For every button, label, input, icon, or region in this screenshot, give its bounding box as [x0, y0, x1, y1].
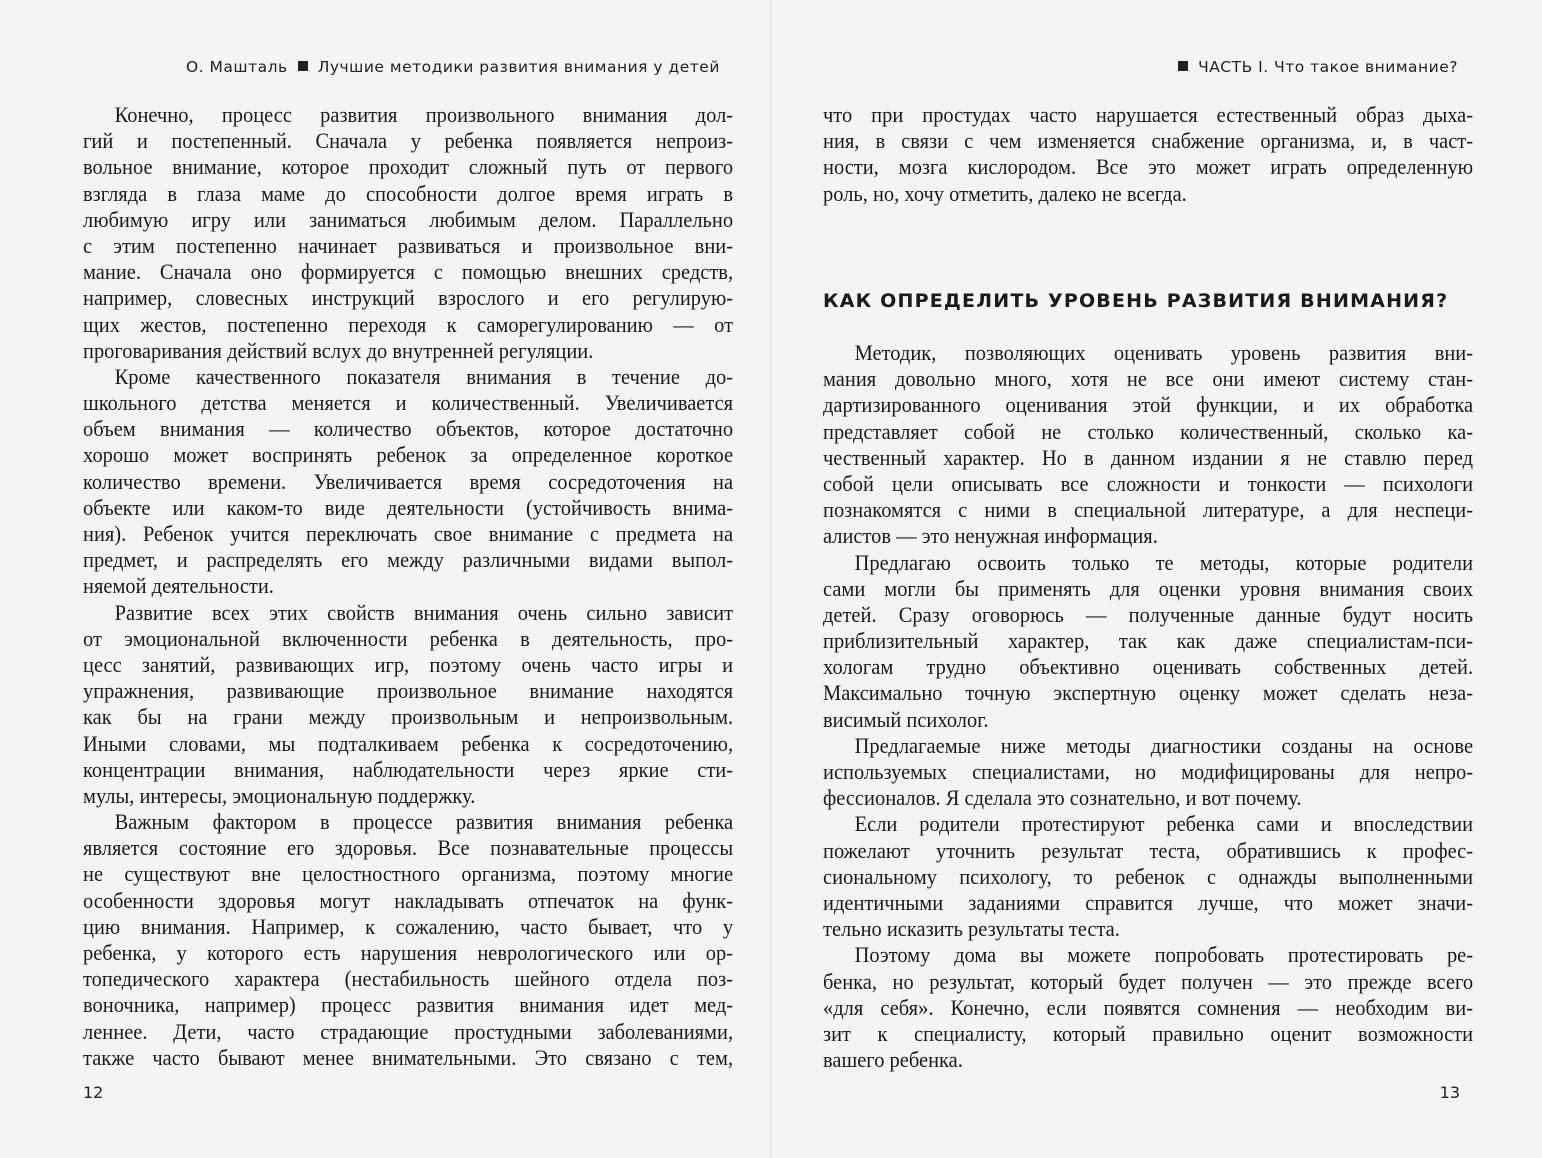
- text-line: с этим постепенно начинает развиваться и произвольное вни-: [83, 232, 734, 258]
- text-line: сами могли бы применять для оценки уровня внимания своих: [823, 575, 1474, 601]
- text-line: от эмоциональной включенности ребенка в деятельность, про-: [83, 625, 734, 651]
- section-heading: КАК ОПРЕДЕЛИТЬ УРОВЕНЬ РАЗВИТИЯ ВНИМАНИЯ?: [823, 290, 1449, 312]
- paragraph: [83, 600, 733, 810]
- text-line: Важным фактором в процессе развития внимания ребенка: [114, 809, 734, 835]
- text-line: любимую игру или заниматься любимым делом. Параллельно: [83, 206, 734, 232]
- text-line: мание. Сначала оно формируется с помощью внешних средств,: [83, 259, 734, 285]
- text-line: особенности здоровья могут накладывать отпечаток на функ-: [83, 887, 734, 913]
- running-head-left: [186, 58, 720, 76]
- text-line: как бы на грани между произвольным и непроизвольным.: [83, 704, 734, 730]
- text-line: леннее. Дети, часто страдающие простудными заболеваниями,: [83, 1018, 734, 1044]
- text-line: представляет собой не столько количественный, сколько ка-: [823, 418, 1474, 444]
- text-line: объекте или каком-то виде деятельности (устойчивость внима-: [83, 494, 734, 520]
- text-line: тельно исказить результаты теста.: [823, 916, 1120, 942]
- text-line: Иными словами, мы подталкиваем ребенка к сосредоточению,: [83, 730, 734, 756]
- text-line: няемой деятельности.: [83, 573, 274, 599]
- text-line: Максимально точную экспертную оценку может сделать неза-: [823, 680, 1474, 706]
- paragraph: [83, 102, 733, 364]
- text-line: школьного детства меняется и количественный. Увеличивается: [83, 390, 734, 416]
- text-line: Конечно, процесс развития произвольного внимания дол-: [114, 102, 734, 127]
- text-line: познакомятся с ними в специальной литературе, а для неспеци-: [823, 497, 1474, 523]
- text-line: детей. Сразу оговорюсь — полученные данные будут носить: [823, 601, 1474, 627]
- black-square-icon: [1178, 61, 1188, 71]
- paragraph: [823, 550, 1473, 733]
- text-line: вольное внимание, которое проходит сложный путь от первого: [83, 154, 734, 180]
- text-line: ния, в связи с чем изменяется снабжение организма, и, в част-: [823, 128, 1474, 154]
- text-line: например, словесных инструкций взрослого и его регулирую-: [83, 285, 734, 311]
- left-body-text: [83, 102, 733, 1071]
- text-line: бенка, но результат, который будет получен — это прежде всего: [823, 968, 1474, 994]
- text-line: ребенка, у которого есть нарушения неврологического или ор-: [83, 940, 734, 965]
- right-page: [771, 0, 1542, 1158]
- text-line: Методик, позволяющих оценивать уровень развития вни-: [854, 340, 1474, 365]
- text-line: Предлагаемые ниже методы диагностики созданы на основе: [854, 732, 1474, 758]
- text-line: гий и постепенный. Сначала у ребенка появляется непроиз-: [83, 128, 734, 154]
- text-line: воночника, например) процесс развития внимания идет мед-: [83, 992, 734, 1018]
- right-body-text: [823, 340, 1473, 1073]
- text-line: также часто бывают менее внимательными. Это связано с тем,: [83, 1044, 734, 1070]
- paragraph: [823, 942, 1473, 1073]
- text-line: фессионалов. Я сделала это сознательно, и вот почему.: [823, 785, 1302, 811]
- text-line: «для себя». Конечно, если появятся сомнения — необходим ви-: [823, 994, 1474, 1020]
- paragraph: [83, 364, 733, 600]
- text-line: собой цели описывать все сложности и тонкости — психологи: [823, 470, 1474, 496]
- text-line: сиональному психологу, то ребенок с однажды выполненными: [823, 863, 1474, 889]
- text-line: висимый психолог.: [823, 706, 989, 732]
- text-line: Предлагаю освоить только те методы, которые родители: [854, 549, 1474, 575]
- part-title: ЧАСТЬ I. Что такое внимание?: [1198, 58, 1458, 76]
- text-line: объем внимания — количество объектов, которое достаточно: [83, 416, 734, 442]
- text-line: Если родители протестируют ребенка сами и впоследствии: [854, 811, 1474, 837]
- page-number: 12: [83, 1083, 104, 1102]
- text-line: хорошо может воспринять ребенок за определенное короткое: [83, 442, 734, 468]
- running-head-right: [1168, 58, 1458, 76]
- book-title: Лучшие методики развития внимания у детей: [317, 58, 720, 76]
- text-line: упражнения, развивающие произвольное внимание находятся: [83, 678, 734, 704]
- text-line: концентрации внимания, наблюдательности через яркие сти-: [83, 756, 734, 782]
- text-line: является состояние его здоровья. Все познавательные процессы: [83, 835, 734, 861]
- text-line: пожелают уточнить результат теста, обратившись к профес-: [823, 837, 1474, 863]
- paragraph: [83, 809, 733, 1071]
- text-line: используемых специалистами, но модифицированы для непро-: [823, 759, 1474, 784]
- page-number: 13: [1439, 1083, 1460, 1102]
- text-line: приблизительный характер, так как даже специалистам-пси-: [823, 628, 1474, 654]
- text-line: мулы, интересы, эмоциональную поддержку.: [83, 782, 476, 808]
- text-line: Поэтому дома вы можете попробовать протестировать ре-: [854, 942, 1474, 968]
- text-line: цию внимания. Например, к сожалению, часто бывает, что у: [83, 913, 734, 939]
- text-line: взгляда в глаза маме до способности долгое время играть в: [83, 180, 734, 206]
- paragraph: [823, 811, 1473, 942]
- text-line: Кроме качественного показателя внимания в течение до-: [114, 363, 734, 389]
- text-line: количество времени. Увеличивается время сосредоточения на: [83, 468, 734, 494]
- text-line: ния). Ребенок учится переключать свое внимание с предмета на: [83, 521, 734, 546]
- continuation-text: [823, 102, 1473, 207]
- black-square-icon: [298, 61, 308, 71]
- text-line: идентичными заданиями справится лучше, что может значи-: [823, 889, 1474, 915]
- paragraph: [823, 340, 1473, 550]
- text-line: вашего ребенка.: [823, 1047, 963, 1073]
- text-line: топедического характера (нестабильность шейного отдела поз-: [83, 966, 734, 992]
- text-line: дартизированного оценивания этой функции, и их обработка: [823, 392, 1474, 418]
- text-line: алистов — это ненужная информация.: [823, 523, 1158, 549]
- text-line: проговаривания действий вслух до внутренней регуляции.: [83, 337, 594, 363]
- text-line: роль, но, хочу отметить, далеко не всегда.: [823, 180, 1187, 206]
- text-line: чественный характер. Но в данном издании я не ставлю перед: [823, 444, 1474, 470]
- text-line: мания довольно много, хотя не все они имеют систему стан-: [823, 366, 1474, 392]
- text-line: хологам трудно объективно оценивать собственных детей.: [823, 654, 1474, 680]
- text-line: предмет, и распределять его между различными видами выпол-: [83, 547, 734, 573]
- text-line: Развитие всех этих свойств внимания очень сильно зависит: [114, 599, 734, 625]
- text-line: цесс занятий, развивающих игр, поэтому очень часто игры и: [83, 651, 734, 677]
- text-line: что при простудах часто нарушается естественный образ дыха-: [823, 102, 1474, 127]
- text-line: ности, мозга кислородом. Все это может играть определенную: [823, 154, 1474, 180]
- paragraph: [823, 733, 1473, 812]
- author-name: О. Машталь: [186, 58, 288, 76]
- text-line: щих жестов, постепенно переходя к саморегулированию — от: [83, 311, 734, 337]
- text-line: зит к специалисту, который правильно оценит возможности: [823, 1020, 1474, 1046]
- text-line: не существуют вне целостностного организма, поэтому многие: [83, 861, 734, 887]
